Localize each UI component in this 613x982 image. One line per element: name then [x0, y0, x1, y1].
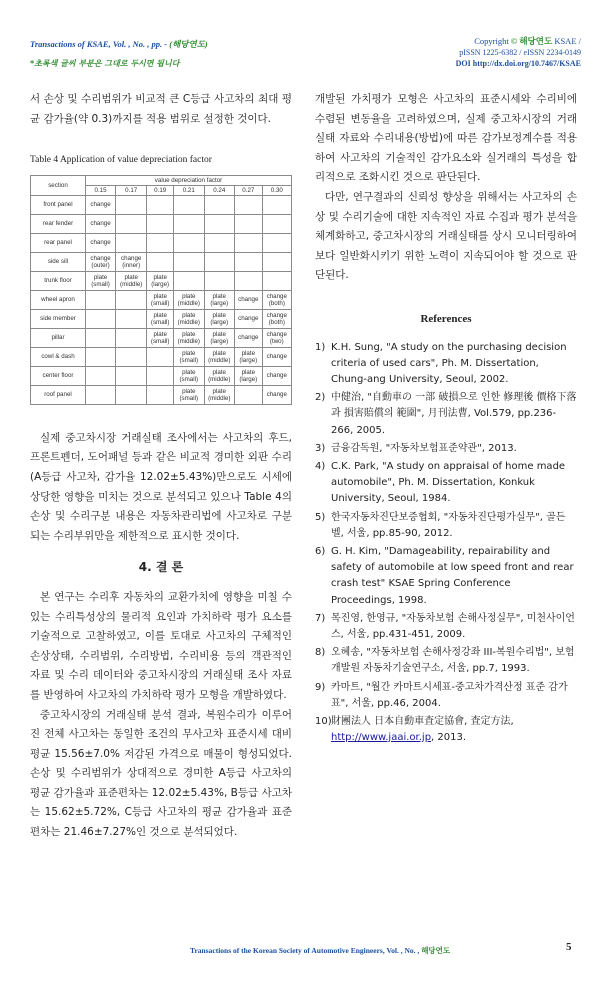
table-cell	[204, 271, 234, 290]
body-paragraph: 실제 중고차시장 거래실태 조사에서는 사고차의 후드, 프론트펜더, 도어패널 등과 같은 비교적 경미한 외판 수리(A등급 사고차, 감가율 12.02±5.43%)만으로도 시세에 상당한 영향을 미치는 것으로 분석되고 있으나 Table 4의 손상 및 수리구분 내용은 자동차관리법에 사고차로 구분되는 수리부위만을 제한적으로 표시한 것이다.	[30, 431, 292, 542]
reference-item	[315, 441, 577, 457]
table-cell: plate (large)	[235, 366, 263, 385]
reference-item	[315, 340, 577, 389]
row-section-label: rear panel	[31, 233, 86, 252]
table-row	[31, 252, 292, 271]
table-cell	[147, 385, 174, 404]
row-section-label: side sill	[31, 252, 86, 271]
publish-year: (해당연도)	[169, 39, 208, 49]
table-cell	[174, 252, 204, 271]
table-row	[31, 385, 292, 404]
table-cell: change	[262, 347, 291, 366]
table-cell: change	[235, 328, 263, 347]
reference-body: C.K. Park, "A study on appraisal of home made automobile", Ph. M. Dissertation, Konkuk University, Seoul, 1984.	[331, 460, 566, 505]
table-row	[31, 233, 292, 252]
table-row	[31, 290, 292, 309]
table-cell: change	[262, 385, 291, 404]
table-cell: change	[86, 214, 116, 233]
table-cell	[174, 233, 204, 252]
row-section-label: roof panel	[31, 385, 86, 404]
table-cell	[262, 233, 291, 252]
reference-number: 8)	[315, 647, 326, 659]
table-cell: plate (large)	[235, 347, 263, 366]
table-cell	[86, 347, 116, 366]
table-row	[31, 328, 292, 347]
right-column	[315, 90, 577, 748]
table-cell	[262, 195, 291, 214]
table-cell	[86, 366, 116, 385]
table-cell: plate (small)	[86, 271, 116, 290]
row-section-label: pillar	[31, 328, 86, 347]
table-cell: change (inner)	[116, 252, 147, 271]
factor-header-cell: 0.27	[235, 185, 263, 195]
reference-number: 9)	[315, 681, 326, 693]
table-cell	[235, 385, 263, 404]
table-cell: change	[86, 195, 116, 214]
table-cell: change (both)	[262, 290, 291, 309]
reference-body: 금융감독원, "자동차보험표준약관", 2013.	[331, 442, 517, 454]
table-cell: plate (middle)	[174, 309, 204, 328]
factor-header-cell: 0.17	[116, 185, 147, 195]
references-title: References	[420, 312, 472, 325]
table-cell: plate (large)	[204, 328, 234, 347]
table-cell: plate (large)	[204, 309, 234, 328]
section-title: 4. 결 론	[138, 560, 184, 575]
table-cell: plate (small)	[147, 290, 174, 309]
reference-item	[315, 544, 577, 609]
table-cell	[235, 252, 263, 271]
table-cell	[204, 214, 234, 233]
table-cell: plate (small)	[147, 309, 174, 328]
reference-text	[331, 611, 577, 643]
table-cell	[262, 214, 291, 233]
reference-tail: , 2013.	[431, 732, 467, 744]
table-row	[31, 195, 292, 214]
depreciation-table	[30, 175, 292, 405]
reference-number: 10)	[315, 716, 332, 727]
table-cell: plate (small)	[174, 366, 204, 385]
reference-body: 한국자동차진단보증협회, "자동차진단평가실무", 골든벨, 서울, pp.85-90, 2012.	[331, 511, 566, 539]
table-cell	[116, 385, 147, 404]
reference-body: K.H. Sung, "A study on the purchasing decision criteria of used cars", Ph. M. Dissertation, Chung-ang University, Seoul, 2002.	[331, 341, 567, 385]
table-caption: Table 4 Application of value depreciation factor	[30, 155, 212, 166]
reference-text	[331, 645, 577, 677]
table-cell	[235, 195, 263, 214]
table-cell	[174, 195, 204, 214]
reference-body: 오혜송, "자동차보험 손해사정강좌 III-복원수리법", 보험개발원 자동차기술연구소, 서울, pp.7, 1993.	[331, 647, 575, 675]
copyright-block	[456, 36, 581, 69]
table-row	[31, 366, 292, 385]
table-cell: plate (small)	[147, 328, 174, 347]
table-cell	[116, 290, 147, 309]
reference-item	[315, 390, 577, 439]
table-cell: change	[86, 233, 116, 252]
issn-line: pISSN 1225-6382 / eISSN 2234-0149	[459, 48, 581, 57]
table-header-factor: value depreciation factor	[86, 175, 292, 185]
table-cell: change	[235, 290, 263, 309]
reference-body: 中健治, "自動車の 一部 破損으로 인한 修理後 價格下落과 損害賠償의 範圍", 月刊法曹, Vol.579, pp.236-266, 2005.	[331, 392, 577, 436]
row-section-label: cowl & dash	[31, 347, 86, 366]
table-cell	[235, 271, 263, 290]
factor-header-cell: 0.15	[86, 185, 116, 195]
table-cell	[86, 385, 116, 404]
table-cell	[116, 328, 147, 347]
reference-list	[315, 340, 577, 747]
table-cell: change	[262, 366, 291, 385]
table-header-section: section	[31, 175, 86, 195]
table-cell	[116, 195, 147, 214]
table-row	[31, 214, 292, 233]
reference-body: 카마트, "월간 카마트시세표-중고차가격산정 표준 감가표", 서울, pp.46, 2004.	[331, 681, 568, 709]
journal-header	[30, 38, 208, 50]
table-cell	[235, 214, 263, 233]
reference-number: 5)	[315, 511, 326, 523]
table-cell	[204, 252, 234, 271]
footer-journal: Transactions of the Korean Society of Automotive Engineers, Vol. , No. ,	[190, 946, 420, 955]
table-cell	[204, 233, 234, 252]
row-section-label: wheel apron	[31, 290, 86, 309]
table-cell: plate (middle)	[204, 385, 234, 404]
reference-number: 4)	[315, 460, 326, 472]
factor-header-cell: 0.19	[147, 185, 174, 195]
body-paragraph: 서 손상 및 수리범위가 비교적 큰 C등급 사고차의 최대 평균 감가율(약 0.3)까지를 적용 범위로 설정한 것이다.	[30, 93, 292, 125]
reference-text	[331, 459, 577, 508]
table-cell	[262, 271, 291, 290]
table-cell: plate (small)	[174, 385, 204, 404]
body-paragraph: 다만, 연구결과의 신뢰성 향상을 위해서는 사고차의 손상 및 수리기술에 대한 지속적인 자료 수집과 평가 분석을 체계화하고, 중고차시장의 거래실태를 상시 모니터링하여 보다 일반화시키기 위한 노력이 지속되어야 할 것으로 판단된다.	[315, 190, 577, 282]
journal-name: Transactions of KSAE, Vol. , No. , pp. -	[30, 39, 168, 49]
page-footer	[190, 945, 450, 956]
table-cell	[147, 214, 174, 233]
table-cell	[147, 347, 174, 366]
table-cell: change	[235, 309, 263, 328]
table-cell	[235, 233, 263, 252]
body-paragraph: 중고차시장의 거래실태 분석 결과, 복원수리가 이루어진 전체 사고차는 동일한 조건의 무사고차 표준시세 대비 평균 15.56±7.0% 저감된 가격으로 매물이 형성되었다. 손상 및 수리범위가 상대적으로 경미한 A등급 사고차의 평균 감가율과 표준편차는 12.02±5.43%, B등급 사고차는 15.62±5.72%, C등급 사고차의 평균 감가율과 표준편차는 21.46±7.27%인 것으로 분석되었다.	[30, 708, 292, 839]
table-cell	[174, 214, 204, 233]
table-cell	[86, 290, 116, 309]
table-cell: change (two)	[262, 328, 291, 347]
copyright-year: 해당연도	[519, 36, 553, 46]
reference-text	[331, 441, 577, 457]
table-cell	[116, 366, 147, 385]
table-cell	[86, 328, 116, 347]
reference-text	[331, 340, 577, 389]
table-cell: change (outer)	[86, 252, 116, 271]
copyright-symbol: ©	[510, 36, 518, 46]
reference-text	[331, 680, 577, 712]
table-cell: plate (middle)	[116, 271, 147, 290]
table-cell	[147, 233, 174, 252]
table-cell: plate (large)	[147, 271, 174, 290]
factor-header-cell: 0.24	[204, 185, 234, 195]
table-cell	[116, 233, 147, 252]
table-cell	[116, 347, 147, 366]
copyright-line: Copyright © 해당연도 KSAE /	[474, 36, 581, 46]
reference-number: 6)	[315, 545, 326, 557]
reference-text	[331, 544, 577, 609]
reference-item	[315, 680, 577, 712]
reference-body: 목진영, 한영규, "자동차보험 손해사정실무", 미천사이언스, 서울, pp.431-451, 2009.	[331, 612, 575, 640]
table-cell: plate (middle)	[204, 347, 234, 366]
footer-year: 해당연도	[421, 946, 451, 955]
reference-text	[331, 510, 577, 542]
reference-item	[315, 459, 577, 508]
table-cell: change (both)	[262, 309, 291, 328]
table-cell	[204, 195, 234, 214]
table-cell	[147, 195, 174, 214]
table-cell	[174, 271, 204, 290]
reference-body: 財團法人 日本自動車査定協會, 査定方法,	[331, 716, 514, 727]
table-cell: plate (small)	[174, 347, 204, 366]
table-cell	[116, 309, 147, 328]
reference-text	[331, 714, 577, 746]
table-cell: plate (middle)	[174, 328, 204, 347]
table-cell	[86, 309, 116, 328]
table-row	[31, 309, 292, 328]
reference-number: 3)	[315, 442, 326, 454]
table-row	[31, 347, 292, 366]
table-cell	[116, 214, 147, 233]
body-paragraph: 개발된 가치평가 모형은 사고차의 표준시세와 수리비에 수렴된 변동율을 고려하였으며, 실제 중고차시장의 거래 실태 자료와 수리내용(방법)에 따른 감가보정계수를 적용하여 사고차의 기술적인 감가요소와 실거래의 특성을 합리적으로 조화시킨 것으로 판단된다.	[315, 93, 577, 184]
reference-item	[315, 611, 577, 643]
factor-header-cell: 0.21	[174, 185, 204, 195]
template-note: *초록색 글씨 부분은 그대로 두시면 됩니다	[30, 59, 180, 68]
row-section-label: trunk floor	[31, 271, 86, 290]
row-section-label: side member	[31, 309, 86, 328]
reference-link[interactable]: http://www.jaai.or.jp	[331, 732, 432, 744]
table-cell: plate (middle)	[204, 366, 234, 385]
table-cell	[262, 252, 291, 271]
row-section-label: rear fender	[31, 214, 86, 233]
reference-item	[315, 510, 577, 542]
reference-item	[315, 645, 577, 677]
page-number: 5	[566, 941, 572, 953]
reference-body: G. H. Kim, "Damageability, repairability and safety of automobile at low speed front and rear crash test" KSAE Spring Conference Proceedings, 1998.	[331, 545, 574, 606]
table-body	[31, 195, 292, 404]
body-paragraph: 본 연구는 수리후 자동차의 교환가치에 영향을 미칠 수 있는 수리특성상의 물리적 요인과 가치하락 평가 요소를 기술적으로 고찰하였고, 이를 토대로 사고차의 구체적인 손상상태, 수리범위, 수리방법, 수리비용 등의 객관적인 자료 및 수리 데이터와 중고차시장의 거래실태 조사 자료를 반영하여 사고차의 가치하락 평가 모형을 개발하였다.	[30, 590, 292, 701]
reference-item	[315, 714, 577, 746]
table-cell: plate (middle)	[174, 290, 204, 309]
left-column	[30, 90, 292, 843]
table-cell	[147, 366, 174, 385]
reference-number: 7)	[315, 612, 326, 624]
row-section-label: center floor	[31, 366, 86, 385]
doi-link[interactable]: DOI http://dx.doi.org/10.7467/KSAE	[455, 59, 581, 68]
reference-number: 1)	[315, 341, 326, 353]
table-cell	[147, 252, 174, 271]
reference-text	[331, 390, 577, 439]
reference-number: 2)	[315, 392, 326, 404]
table-row	[31, 271, 292, 290]
factor-header-cell: 0.30	[262, 185, 291, 195]
row-section-label: front panel	[31, 195, 86, 214]
table-cell: plate (large)	[204, 290, 234, 309]
